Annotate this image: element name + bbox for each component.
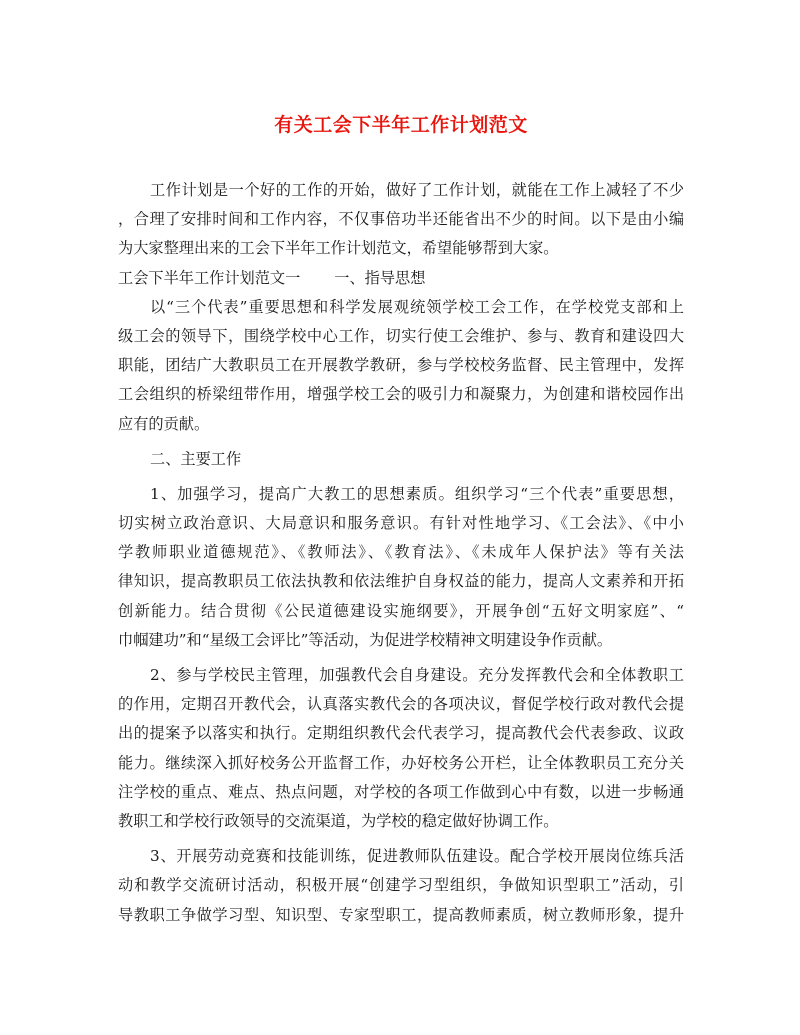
- paragraph-line: 切实树立政治意识、大局意识和服务意识。有针对性地学习、《工会法》、《中小: [118, 514, 684, 533]
- main-work-heading: 二、主要工作: [150, 449, 242, 468]
- paragraph-line: 创新能力。结合贯彻《公民道德建设实施纲要》，开展争创“五好文明家庭”、“: [118, 601, 684, 620]
- intro-line: 工作计划是一个好的工作的开始，做好了工作计划，就能在工作上减轻了不少: [150, 181, 684, 199]
- paragraph-line: 应有的贡献。: [118, 414, 210, 433]
- paragraph-line: 动和教学交流研讨活动，积极开展“创建学习型组织，争做知识型职工”活动，引: [118, 876, 684, 895]
- paragraph-line: 的作用，定期召开教代会，认真落实教代会的各项决议，督促学校行政对教代会提: [118, 695, 684, 714]
- paragraph-line: 级工会的领导下，围绕学校中心工作，切实行使工会维护、参与、教育和建设四大: [118, 326, 684, 345]
- section-heading: 一、指导思想: [334, 268, 426, 287]
- paragraph-line: 导教职工争做学习型、知识型、专家型职工，提高教师素质，树立教师形象，提升: [118, 905, 684, 924]
- section-label: 工会下半年工作计划范文一: [118, 268, 301, 287]
- section-heading-line: [118, 264, 684, 293]
- paragraph-line: 教职工和学校行政领导的交流渠道，为学校的稳定做好协调工作。: [118, 811, 559, 830]
- document-title: 有关工会下半年工作计划范文: [274, 114, 528, 136]
- paragraph-line: 1、加强学习，提高广大教工的思想素质。组织学习“三个代表”重要思想，: [150, 484, 684, 503]
- paragraph-line: 3、开展劳动竞赛和技能训练，促进教师队伍建设。配合学校开展岗位练兵活: [150, 847, 684, 866]
- paragraph-line: 以“三个代表”重要思想和科学发展观统领学校工会工作，在学校党支部和上: [150, 297, 684, 316]
- paragraph-line: 注学校的重点、难点、热点问题，对学校的各项工作做到心中有数，以进一步畅通: [118, 782, 684, 801]
- paragraph-line: 能力。继续深入抓好校务公开监督工作，办好校务公开栏，让全体教职员工充分关: [118, 753, 684, 772]
- paragraph-line: 职能，团结广大教职员工在开展教学教研，参与学校校务监督、民主管理中，发挥: [118, 356, 684, 375]
- intro-line: ，合理了安排时间和工作内容，不仅事倍功半还能省出不少的时间。以下是由小编: [118, 210, 684, 229]
- intro-line: 为大家整理出来的工会下半年工作计划范文，希望能够帮到大家。: [118, 239, 559, 258]
- paragraph-line: 学教师职业道德规范》、《教师法》、《教育法》、《未成年人保护法》等有关法: [118, 543, 684, 562]
- paragraph-line: 巾帼建功”和“星级工会评比”等活动，为促进学校精神文明建设争作贡献。: [118, 630, 613, 649]
- document-body: [118, 176, 684, 930]
- paragraph-line: 出的提案予以落实和执行。定期组织教代会代表学习，提高教代会代表参政、议政: [118, 724, 684, 743]
- paragraph-line: 2、参与学校民主管理，加强教代会自身建设。充分发挥教代会和全体教职工: [150, 666, 684, 684]
- paragraph-line: 工会组织的桥梁纽带作用，增强学校工会的吸引力和凝聚力，为创建和谐校园作出: [118, 385, 684, 404]
- paragraph-line: 律知识，提高教职员工依法执教和依法维护自身权益的能力，提高人文素养和开拓: [118, 572, 684, 591]
